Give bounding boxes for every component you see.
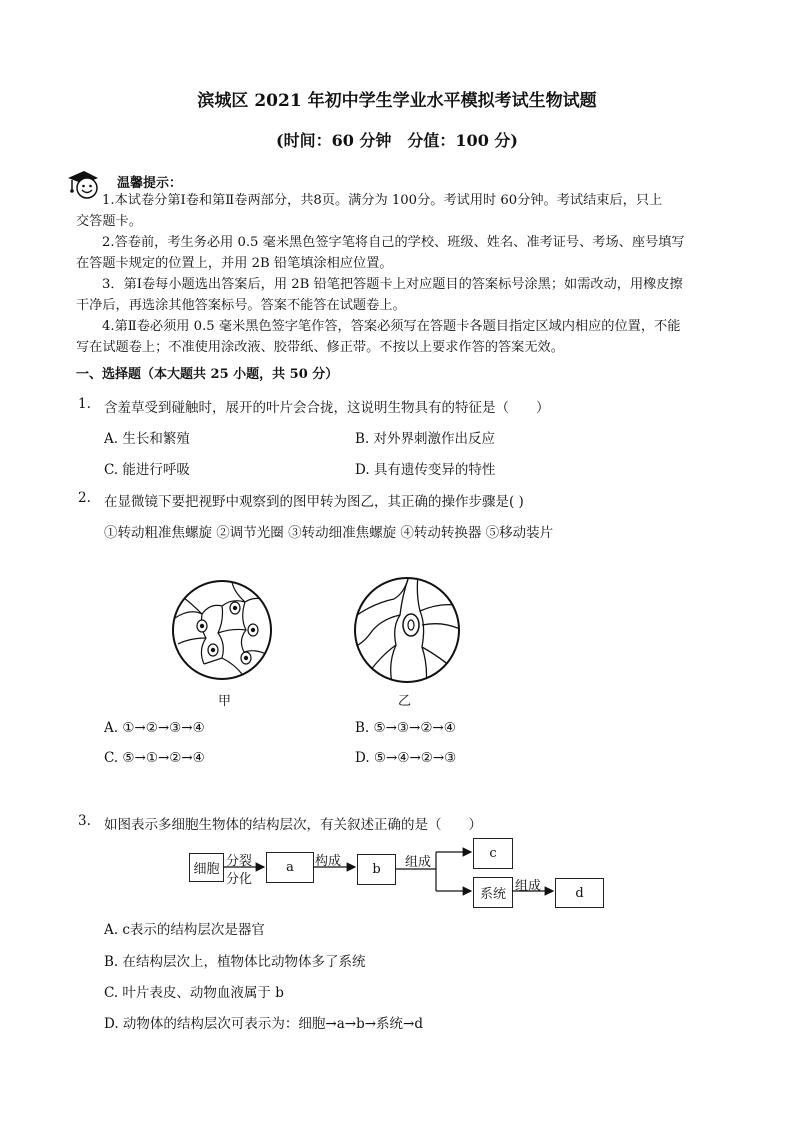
figure-label-yi: 乙 (398, 694, 412, 709)
box-system: 系统 (473, 877, 513, 908)
box-b: b (357, 854, 396, 885)
tip-line: 交答题卡。 (76, 214, 142, 229)
tip-line: 干净后，再选涂其他答案标号。答案不能答在试题卷上。 (76, 298, 406, 313)
question-number: 2. (78, 490, 91, 506)
tips-heading: 温馨提示： (117, 176, 183, 191)
option-c: C. 叶片表皮、动物血液属于 b (104, 985, 284, 1001)
option-b: B. 在结构层次上，植物体比动物体多了系统 (104, 954, 366, 970)
box-a: a (266, 852, 314, 883)
tip-line: 4.第Ⅱ卷必须用 0.5 毫米黑色签字笔作答，答案必须写在答题卡各题目指定区域内相应的位置，不能 (102, 319, 681, 334)
box-cell: 细胞 (189, 853, 224, 882)
option-a: A. ①→②→③→④ (104, 720, 205, 736)
option-d: D. 具有遗传变异的特性 (355, 462, 496, 478)
tip-line: 1.本试卷分第Ⅰ卷和第Ⅱ卷两部分，共8页。满分为 100分。考试用时 60分钟。考试结束后，只上 (102, 193, 663, 208)
option-b: B. ⑤→③→②→④ (355, 720, 456, 736)
option-a: A. 生长和繁殖 (104, 431, 190, 447)
operation-steps: ①转动粗准焦螺旋 ②调节光圈 ③转动细准焦螺旋 ④转动转换器 ⑤移动装片 (104, 525, 554, 541)
label-differentiate: 分化 (226, 872, 253, 887)
option-d: D. ⑤→④→②→③ (355, 750, 457, 766)
label-form: 构成 (315, 854, 342, 869)
option-a: A. c表示的结构层次是器官 (104, 922, 265, 938)
box-c: c (473, 838, 513, 869)
question-number: 3. (78, 813, 91, 829)
tip-line: 写在试题卷上；不准使用涂改液、胶带纸、修正带。不按以上要求作答的答案无效。 (76, 340, 564, 355)
option-d: D. 动物体的结构层次可表示为：细胞→a→b→系统→d (104, 1016, 424, 1032)
label-compose-2: 组成 (515, 879, 542, 894)
label-compose-1: 组成 (405, 855, 432, 870)
section-heading: 一、选择题（本大题共 25 小题，共 50 分） (76, 367, 339, 382)
page-title: 滨城区 2021 年初中学生学业水平模拟考试生物试题 (197, 91, 597, 111)
option-c: C. ⑤→①→②→④ (104, 750, 205, 766)
tip-line: 3．第Ⅰ卷每小题选出答案后，用 2B 铅笔把答题卡上对应题目的答案标号涂黑；如需改动，用橡皮擦 (102, 277, 683, 292)
question-number: 1. (78, 396, 91, 412)
page-subtitle: (时间：60 分钟 分值：100 分) (276, 131, 518, 150)
box-d: d (555, 878, 604, 908)
tip-line: 2.答卷前，考生务必用 0.5 毫米黑色签字笔将自己的学校、班级、姓名、准考证号、考场、座号填写 (102, 235, 685, 250)
figure-label-jia: 甲 (218, 694, 232, 709)
question-text: 含羞草受到碰触时，展开的叶片会合拢，这说明生物具有的特征是（ ） (104, 400, 550, 416)
option-b: B. 对外界刺激作出反应 (355, 431, 496, 447)
tip-line: 在答题卡规定的位置上，并用 2B 铅笔填涂相应位置。 (76, 256, 393, 271)
option-c: C. 能进行呼吸 (104, 462, 190, 478)
question-text: 在显微镜下要把视野中观察到的图甲转为图乙，其正确的操作步骤是( ) (104, 494, 524, 510)
question-text: 如图表示多细胞生物体的结构层次，有关叙述正确的是（ ） (104, 817, 482, 833)
label-divide: 分裂 (226, 854, 253, 869)
